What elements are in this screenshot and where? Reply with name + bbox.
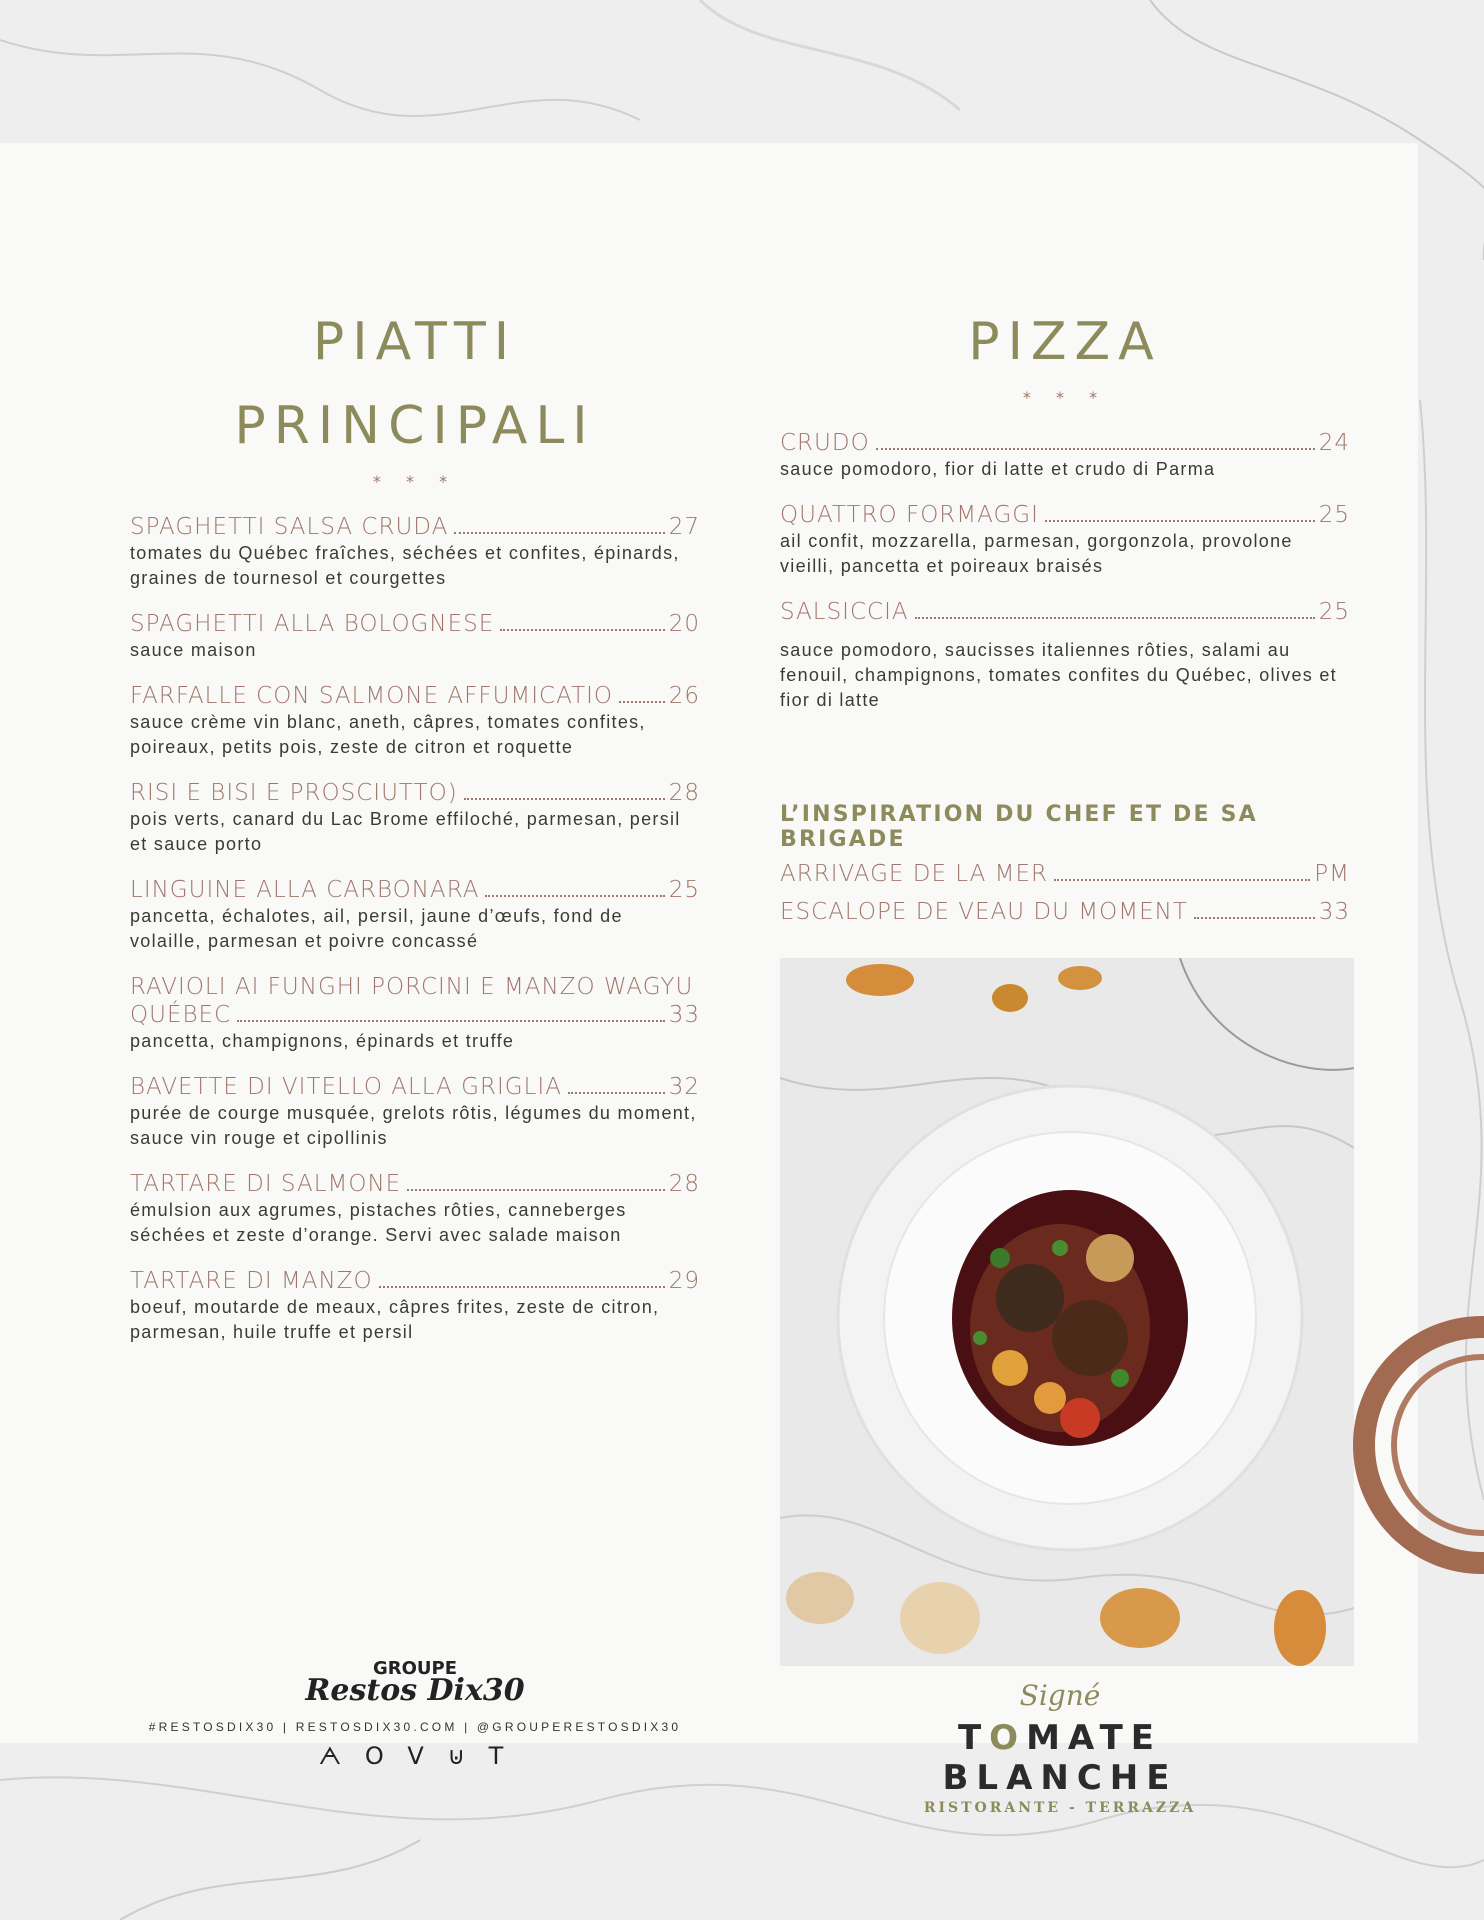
leader-dots (876, 448, 1315, 450)
leader-dots (1194, 917, 1315, 919)
brown-ring-decoration (1352, 1310, 1484, 1580)
leader-dots (464, 798, 665, 800)
menu-item (130, 1170, 700, 1248)
leader-dots (619, 701, 665, 703)
item-description: tomates du Québec fraîches, séchées et confites, épinards, graines de tournesol et courgettes (130, 543, 680, 588)
item-name: ARRIVAGE DE LA MER (780, 861, 1049, 887)
leader-dots (237, 1020, 665, 1022)
piatti-principali-section (130, 300, 700, 1364)
groupe-restos-logo (130, 1660, 700, 1706)
piatti-stars: * * * (372, 472, 458, 491)
item-description: pois verts, canard du Lac Brome effiloché, parmesan, persil et sauce porto (130, 809, 681, 854)
social-links: #RESTOSDIX30 | RESTOSDIX30.COM | @GROUPERESTOSDIX30 (148, 1720, 682, 1734)
menu-item (130, 1267, 700, 1345)
piatti-title: PIATTI PRINCIPALI (234, 312, 596, 456)
item-name: SALSICCIA (780, 599, 909, 625)
item-name: LINGUINE ALLA CARBONARA (130, 877, 480, 903)
menu-item (130, 1073, 700, 1151)
menu-item (130, 779, 700, 857)
wordmark-rest: MATE BLANCHE (942, 1718, 1178, 1798)
item-name: TARTARE DI MANZO (130, 1268, 373, 1294)
item-price: 32 (668, 1074, 700, 1100)
item-name: ESCALOPE DE VEAU DU MOMENT (780, 899, 1188, 925)
logo-groupe-text: GROUPE (372, 1658, 458, 1679)
item-name: TARTARE DI SALMONE (130, 1171, 402, 1197)
tomate-blanche-wordmark (840, 1718, 1280, 1798)
leader-dots (454, 532, 664, 534)
food-photo (780, 958, 1354, 1666)
pizza-stars: * * * (1022, 388, 1108, 407)
item-price: 26 (668, 683, 700, 709)
pizza-title: PIZZA (968, 312, 1162, 372)
wordmark-t: T (957, 1718, 990, 1758)
item-price: 25 (1318, 502, 1350, 528)
ristorante-terrazza-text: RISTORANTE - TERRAZZA (923, 1800, 1197, 1816)
logo-restos-text: Restos Dix30 (305, 1673, 525, 1708)
leader-dots (407, 1189, 665, 1191)
menu-item (780, 501, 1350, 579)
item-price: 20 (668, 611, 700, 637)
item-description: boeuf, moutarde de meaux, câpres frites, zeste de citron, parmesan, huile truffe et persil (130, 1297, 660, 1342)
item-description: pancetta, échalotes, ail, persil, jaune d’œufs, fond de volaille, parmesan et poivre concassé (130, 906, 623, 951)
leader-dots (379, 1286, 665, 1288)
item-name: SPAGHETTI ALLA BOLOGNESE (130, 611, 495, 637)
chef-inspiration-title: L’INSPIRATION DU CHEF ET DE SA BRIGADE (780, 802, 1258, 852)
menu-item (130, 610, 700, 663)
item-name: RAVIOLI AI FUNGHI PORCINI E MANZO WAGYU (130, 974, 694, 1000)
item-name: QUATTRO FORMAGGI (780, 502, 1039, 528)
item-name: CRUDO (780, 430, 870, 456)
item-description: sauce crème vin blanc, aneth, câpres, tomates confites, poireaux, petits pois, zeste de citron et roquette (130, 712, 646, 757)
item-description: sauce pomodoro, fior di latte et crudo di Parma (780, 459, 1216, 479)
menu-item (130, 876, 700, 954)
item-description: sauce maison (130, 640, 257, 660)
item-description: purée de courge musquée, grelots rôtis, légumes du moment, sauce vin rouge et cipollinis (130, 1103, 697, 1148)
item-price: 24 (1318, 430, 1350, 456)
item-name: FARFALLE CON SALMONE AFFUMICATIO (130, 683, 614, 709)
item-name: SPAGHETTI SALSA CRUDA (130, 514, 449, 540)
leader-dots (568, 1092, 665, 1094)
item-price: 28 (668, 780, 700, 806)
item-description: ail confit, mozzarella, parmesan, gorgonzola, provolone vieilli, pancetta et poireaux braisés (780, 531, 1293, 576)
item-price: 29 (668, 1268, 700, 1294)
item-price: 28 (668, 1171, 700, 1197)
item-price: PM (1314, 861, 1350, 887)
signe-text: Signé (1019, 1679, 1101, 1712)
menu-item (780, 860, 1350, 888)
leader-dots (1054, 879, 1310, 881)
item-name: BAVETTE DI VITELLO ALLA GRIGLIA (130, 1074, 562, 1100)
leader-dots (915, 617, 1315, 619)
item-name: RISI E BISI E PROSCIUTTO) (130, 780, 458, 806)
item-name-continued: QUÉBEC (130, 1002, 232, 1028)
item-price: 33 (1318, 899, 1350, 925)
leader-dots (500, 629, 664, 631)
tomate-blanche-logo (840, 1680, 1280, 1816)
item-price: 25 (668, 877, 700, 903)
brand-icons: ᗅ O V ⊍ T (318, 1742, 512, 1770)
pizza-section (780, 300, 1350, 936)
item-price: 25 (1318, 599, 1350, 625)
item-price: 33 (668, 1002, 700, 1028)
leader-dots (1045, 520, 1315, 522)
menu-item (130, 513, 700, 591)
menu-item (780, 429, 1350, 482)
item-description: émulsion aux agrumes, pistaches rôties, canneberges séchées et zeste d’orange. Servi avec salade maison (130, 1200, 627, 1245)
item-description: sauce pomodoro, saucisses italiennes rôties, salami au fenouil, champignons, tomates confites du Québec, olives et fior di latte (780, 640, 1337, 710)
menu-item (780, 598, 1350, 713)
groupe-restos-footer (130, 1660, 700, 1770)
leader-dots (485, 895, 664, 897)
wordmark-o: O (989, 1718, 1027, 1758)
menu-item (130, 682, 700, 760)
item-price: 27 (668, 514, 700, 540)
menu-item (130, 973, 700, 1054)
item-description: pancetta, champignons, épinards et truffe (130, 1031, 515, 1051)
menu-item (780, 898, 1350, 926)
